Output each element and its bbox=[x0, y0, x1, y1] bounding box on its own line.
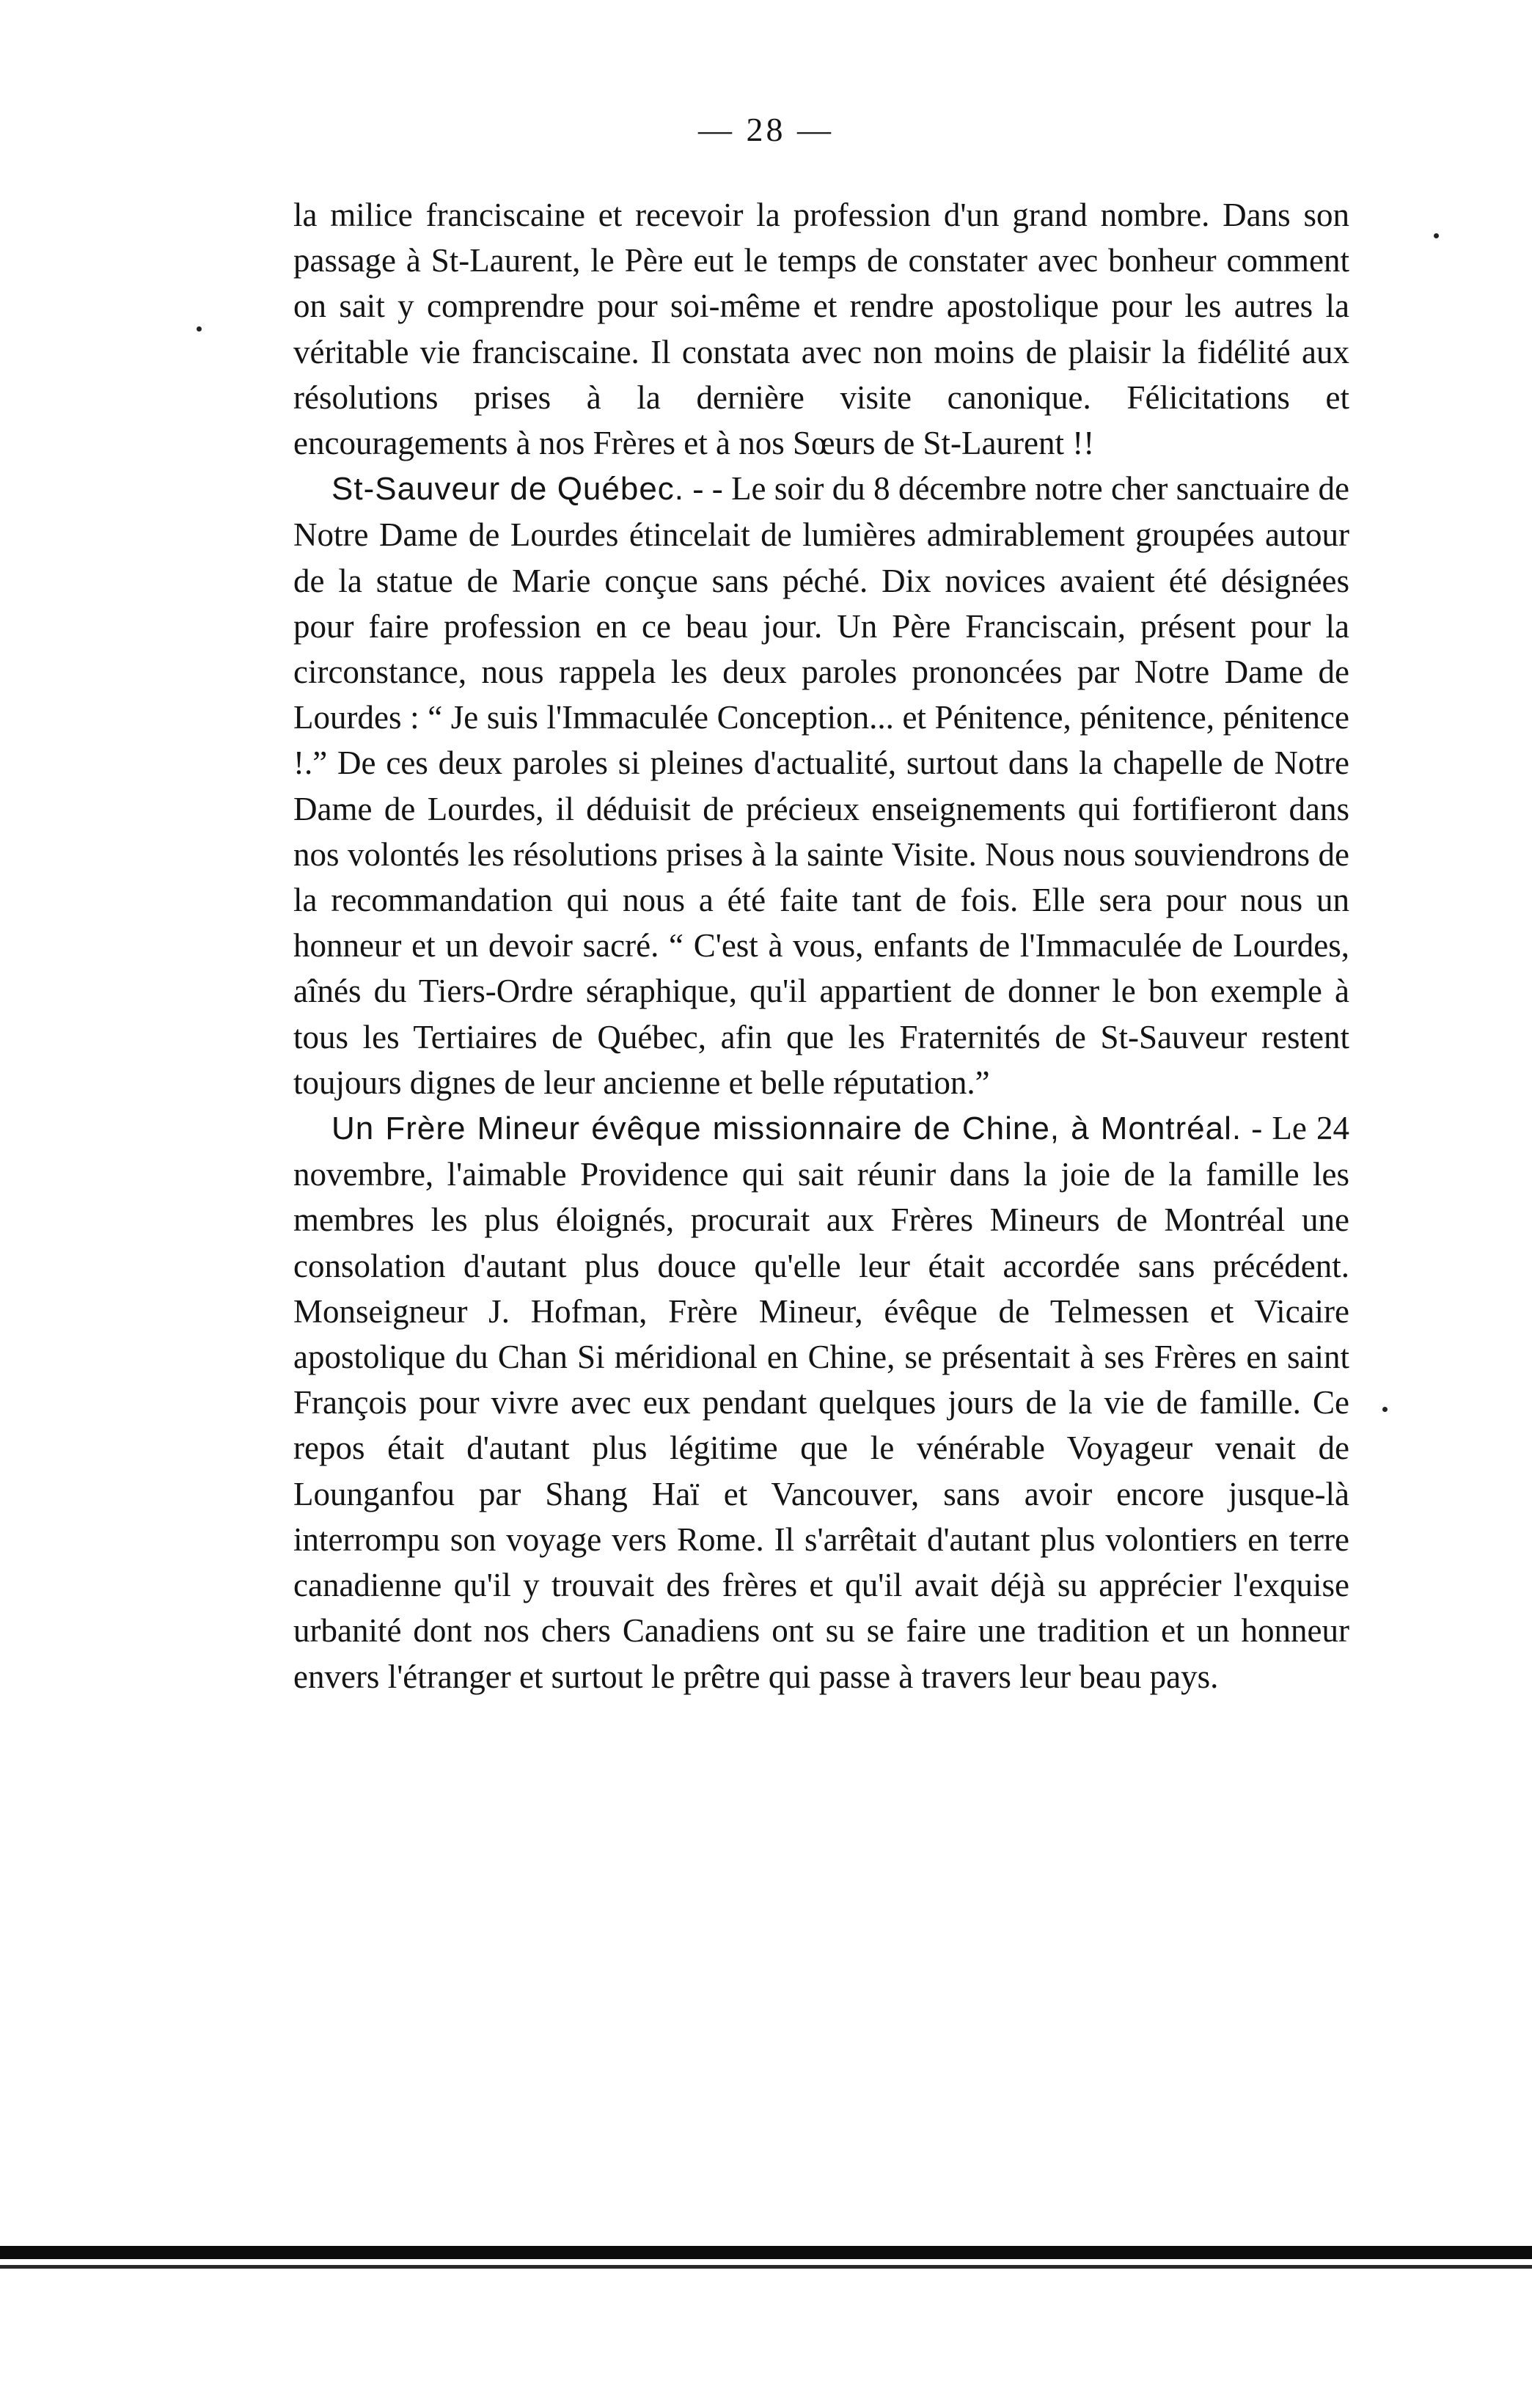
section-text-eveque-chine: - Le 24 novembre, l'aimable Providence qui sait réunir dans la joie de la famille les membres les plus éloignés, procurait aux Frères Mineurs de Montréal une consolation d'autant plus douce qu'elle leur était accordée sans précédent. Monseigneur J. Hofman, Frère Mineur, évêque de Telmessen et Vicaire apostolique du Chan Si méridional en Chine, se présentait à ses Frères en saint François pour vivre avec eux pendant quelques jours de la vie de famille. Ce repos était d'autant plus légitime que le vénérable Voyageur venait de Lounganfou par Shang Haï et Vancouver, sans avoir encore jusque-là interrompu son voyage vers Rome. Il s'arrêtait d'autant plus volontiers en terre canadienne qu'il y trouvait des frères et qu'il avait déjà su apprécier l'exquise urbanité dont nos chers Canadiens ont su se faire une tradition et un honneur envers l'étranger et surtout le prêtre qui passe à travers leur beau pays. bbox=[293, 1110, 1349, 1695]
scan-speck bbox=[197, 326, 202, 332]
scan-edge-bar bbox=[0, 2246, 1532, 2259]
scan-speck bbox=[1382, 1407, 1388, 1412]
scan-edge-line bbox=[0, 2265, 1532, 2269]
body-text bbox=[293, 192, 1349, 1699]
section-heading-st-sauveur: St-Sauveur de Québec. bbox=[331, 471, 685, 508]
section-text-st-sauveur: - - Le soir du 8 décembre notre cher sanctuaire de Notre Dame de Lourdes étincelait de lumières admirablement groupées autour de la statue de Marie conçue sans péché. Dix novices avaient été désignées pour faire profession en ce beau jour. Un Père Franciscain, présent pour la circonstance, nous rappela les deux paroles prononcées par Notre Dame de Lourdes : “ Je suis l'Immaculée Conception... et Pénitence, pénitence, pénitence !.” De ces deux paroles si pleines d'actualité, surtout dans la chapelle de Notre Dame de Lourdes, il déduisit de précieux enseignements qui fortifieront dans nos volontés les résolutions prises à la sainte Visite. Nous nous souviendrons de la recommandation qui nous a été faite tant de fois. Elle sera pour nous un honneur et un devoir sacré. “ C'est à vous, enfants de l'Immaculée de Lourdes, aînés du Tiers-Ordre séraphique, qu'il appartient de donner le bon exemple à tous les Tertiaires de Québec, afin que les Fraternités de St-Sauveur restent toujours dignes de leur ancienne et belle réputation.” bbox=[293, 470, 1349, 1101]
section-paragraph-eveque-chine bbox=[293, 1105, 1349, 1699]
section-heading-eveque-chine: Un Frère Mineur évêque missionnaire de Chine, à Montréal. bbox=[331, 1110, 1242, 1147]
section-paragraph-st-sauveur bbox=[293, 466, 1349, 1105]
intro-paragraph: la milice franciscaine et recevoir la profession d'un grand nombre. Dans son passage à St-Laurent, le Père eut le temps de constater avec bonheur comment on sait y comprendre pour soi-même et rendre apostolique pour les autres la véritable vie franciscaine. Il constata avec non moins de plaisir la fidélité aux résolutions prises à la dernière visite canonique. Félicitations et encouragements à nos Frères et à nos Sœurs de St-Laurent !! bbox=[293, 197, 1349, 462]
scan-speck bbox=[1434, 233, 1439, 238]
page-number: — 28 — bbox=[698, 111, 834, 148]
